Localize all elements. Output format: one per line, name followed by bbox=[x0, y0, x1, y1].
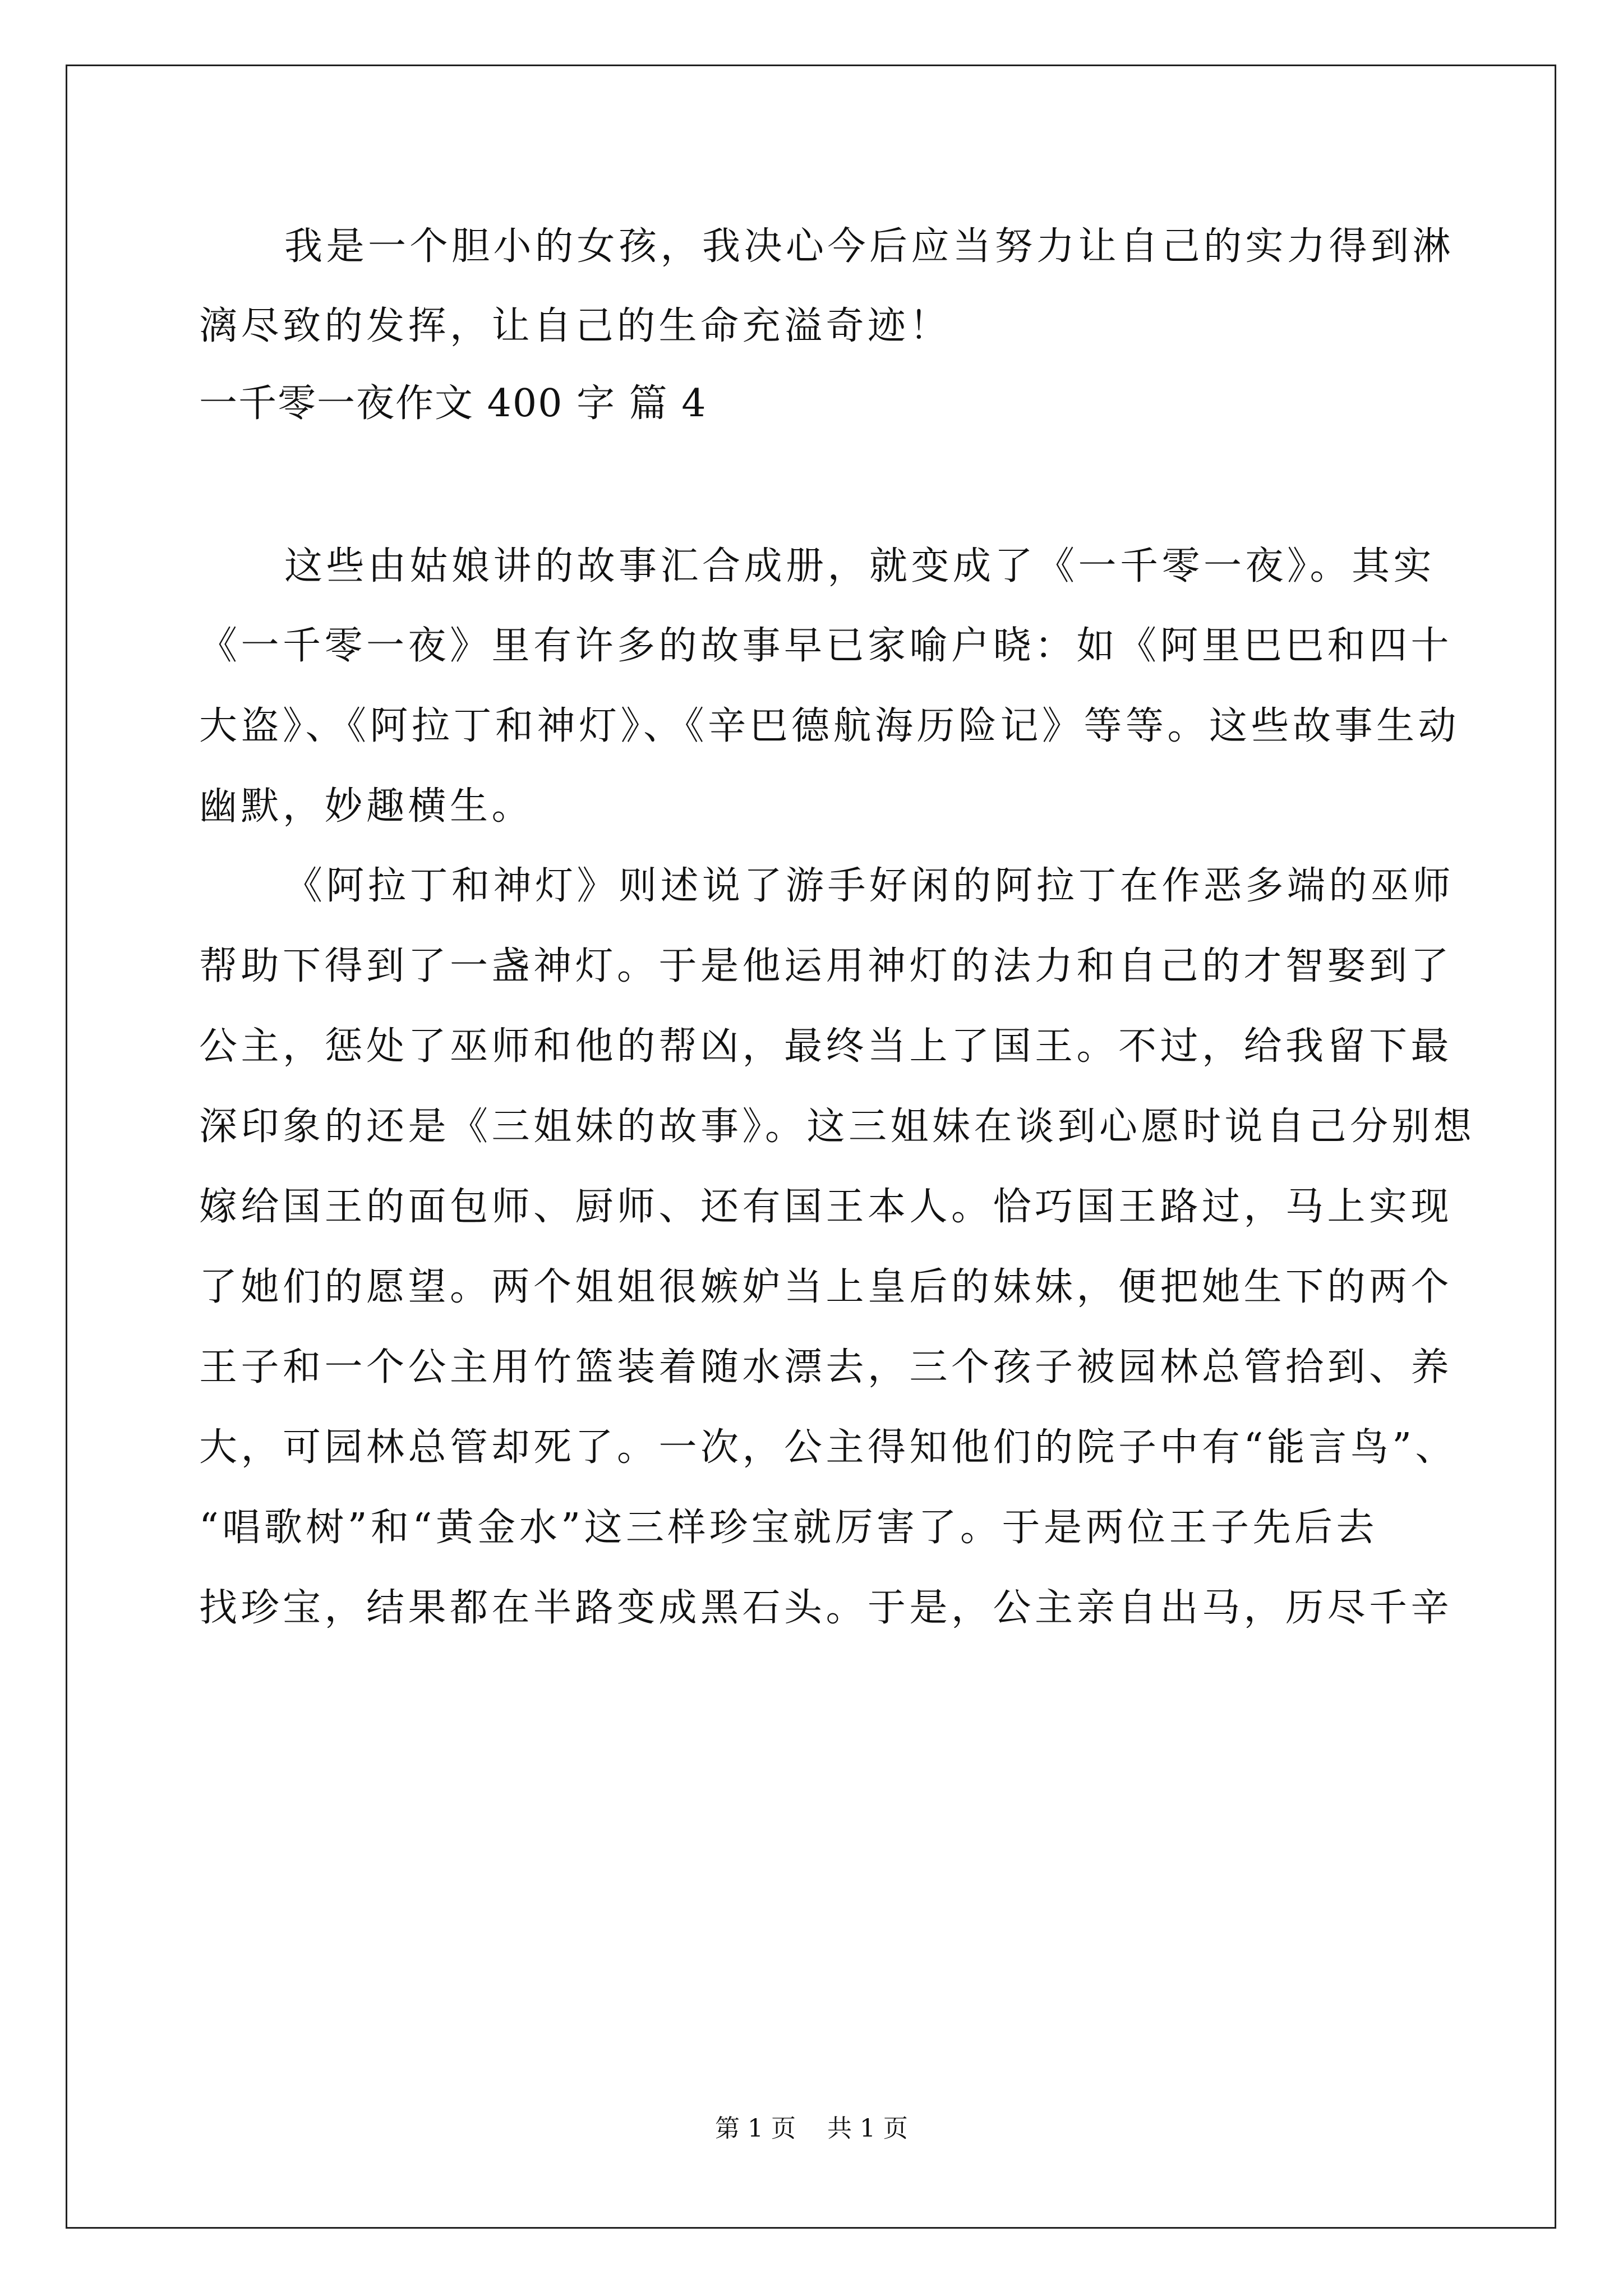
paragraph-line: 王子和一个公主用竹篮装着随水漂去，三个孩子被园林总管拾到、养 bbox=[199, 1345, 1453, 1389]
paragraph-line: 帮助下得到了一盏神灯。于是他运用神灯的法力和自己的才智娶到了 bbox=[199, 944, 1453, 988]
paragraph-line: 公主，惩处了巫师和他的帮凶，最终当上了国王。不过，给我留下最 bbox=[199, 1024, 1453, 1069]
paragraph-line: 大盗》、《阿拉丁和神灯》、《辛巴德航海历险记》等等。这些故事生动 bbox=[199, 704, 1460, 748]
paragraph-line: 了她们的愿望。两个姐姐很嫉妒当上皇后的妹妹，便把她生下的两个 bbox=[199, 1265, 1453, 1309]
paragraph-line: 大，可园林总管却死了。一次，公主得知他们的院子中有“能言鸟”、 bbox=[199, 1425, 1458, 1470]
section-heading: 一千零一夜作文 400 字 篇 4 bbox=[199, 381, 707, 426]
paragraph-line: 《一千零一夜》里有许多的故事早已家喻户晓：如《阿里巴巴和四十 bbox=[199, 624, 1453, 668]
paragraph-line: 嫁给国王的面包师、厨师、还有国王本人。恰巧国王路过，马上实现 bbox=[199, 1185, 1453, 1229]
paragraph-line: 我是一个胆小的女孩，我决心今后应当努力让自己的实力得到淋 bbox=[284, 224, 1455, 269]
paragraph-line: 深印象的还是《三姐妹的故事》。这三姐妹在谈到心愿时说自己分别想 bbox=[199, 1105, 1476, 1149]
paragraph-line: 幽默，妙趣横生。 bbox=[199, 784, 534, 829]
paragraph-line: 《阿拉丁和神灯》则述说了游手好闲的阿拉丁在作恶多端的巫师 bbox=[284, 864, 1455, 908]
paragraph-line: 漓尽致的发挥，让自己的生命充溢奇迹！ bbox=[199, 304, 952, 348]
page-footer: 第 1 页 共 1 页 bbox=[715, 2114, 908, 2143]
paragraph-line: 找珍宝，结果都在半路变成黑石头。于是，公主亲自出马，历尽千辛 bbox=[199, 1586, 1453, 1630]
paragraph-line: 这些由姑娘讲的故事汇合成册，就变成了《一千零一夜》。其实 bbox=[284, 544, 1436, 588]
paragraph-line: “唱歌树”和“黄金水”这三样珍宝就厉害了。于是两位王子先后去 bbox=[199, 1506, 1378, 1550]
